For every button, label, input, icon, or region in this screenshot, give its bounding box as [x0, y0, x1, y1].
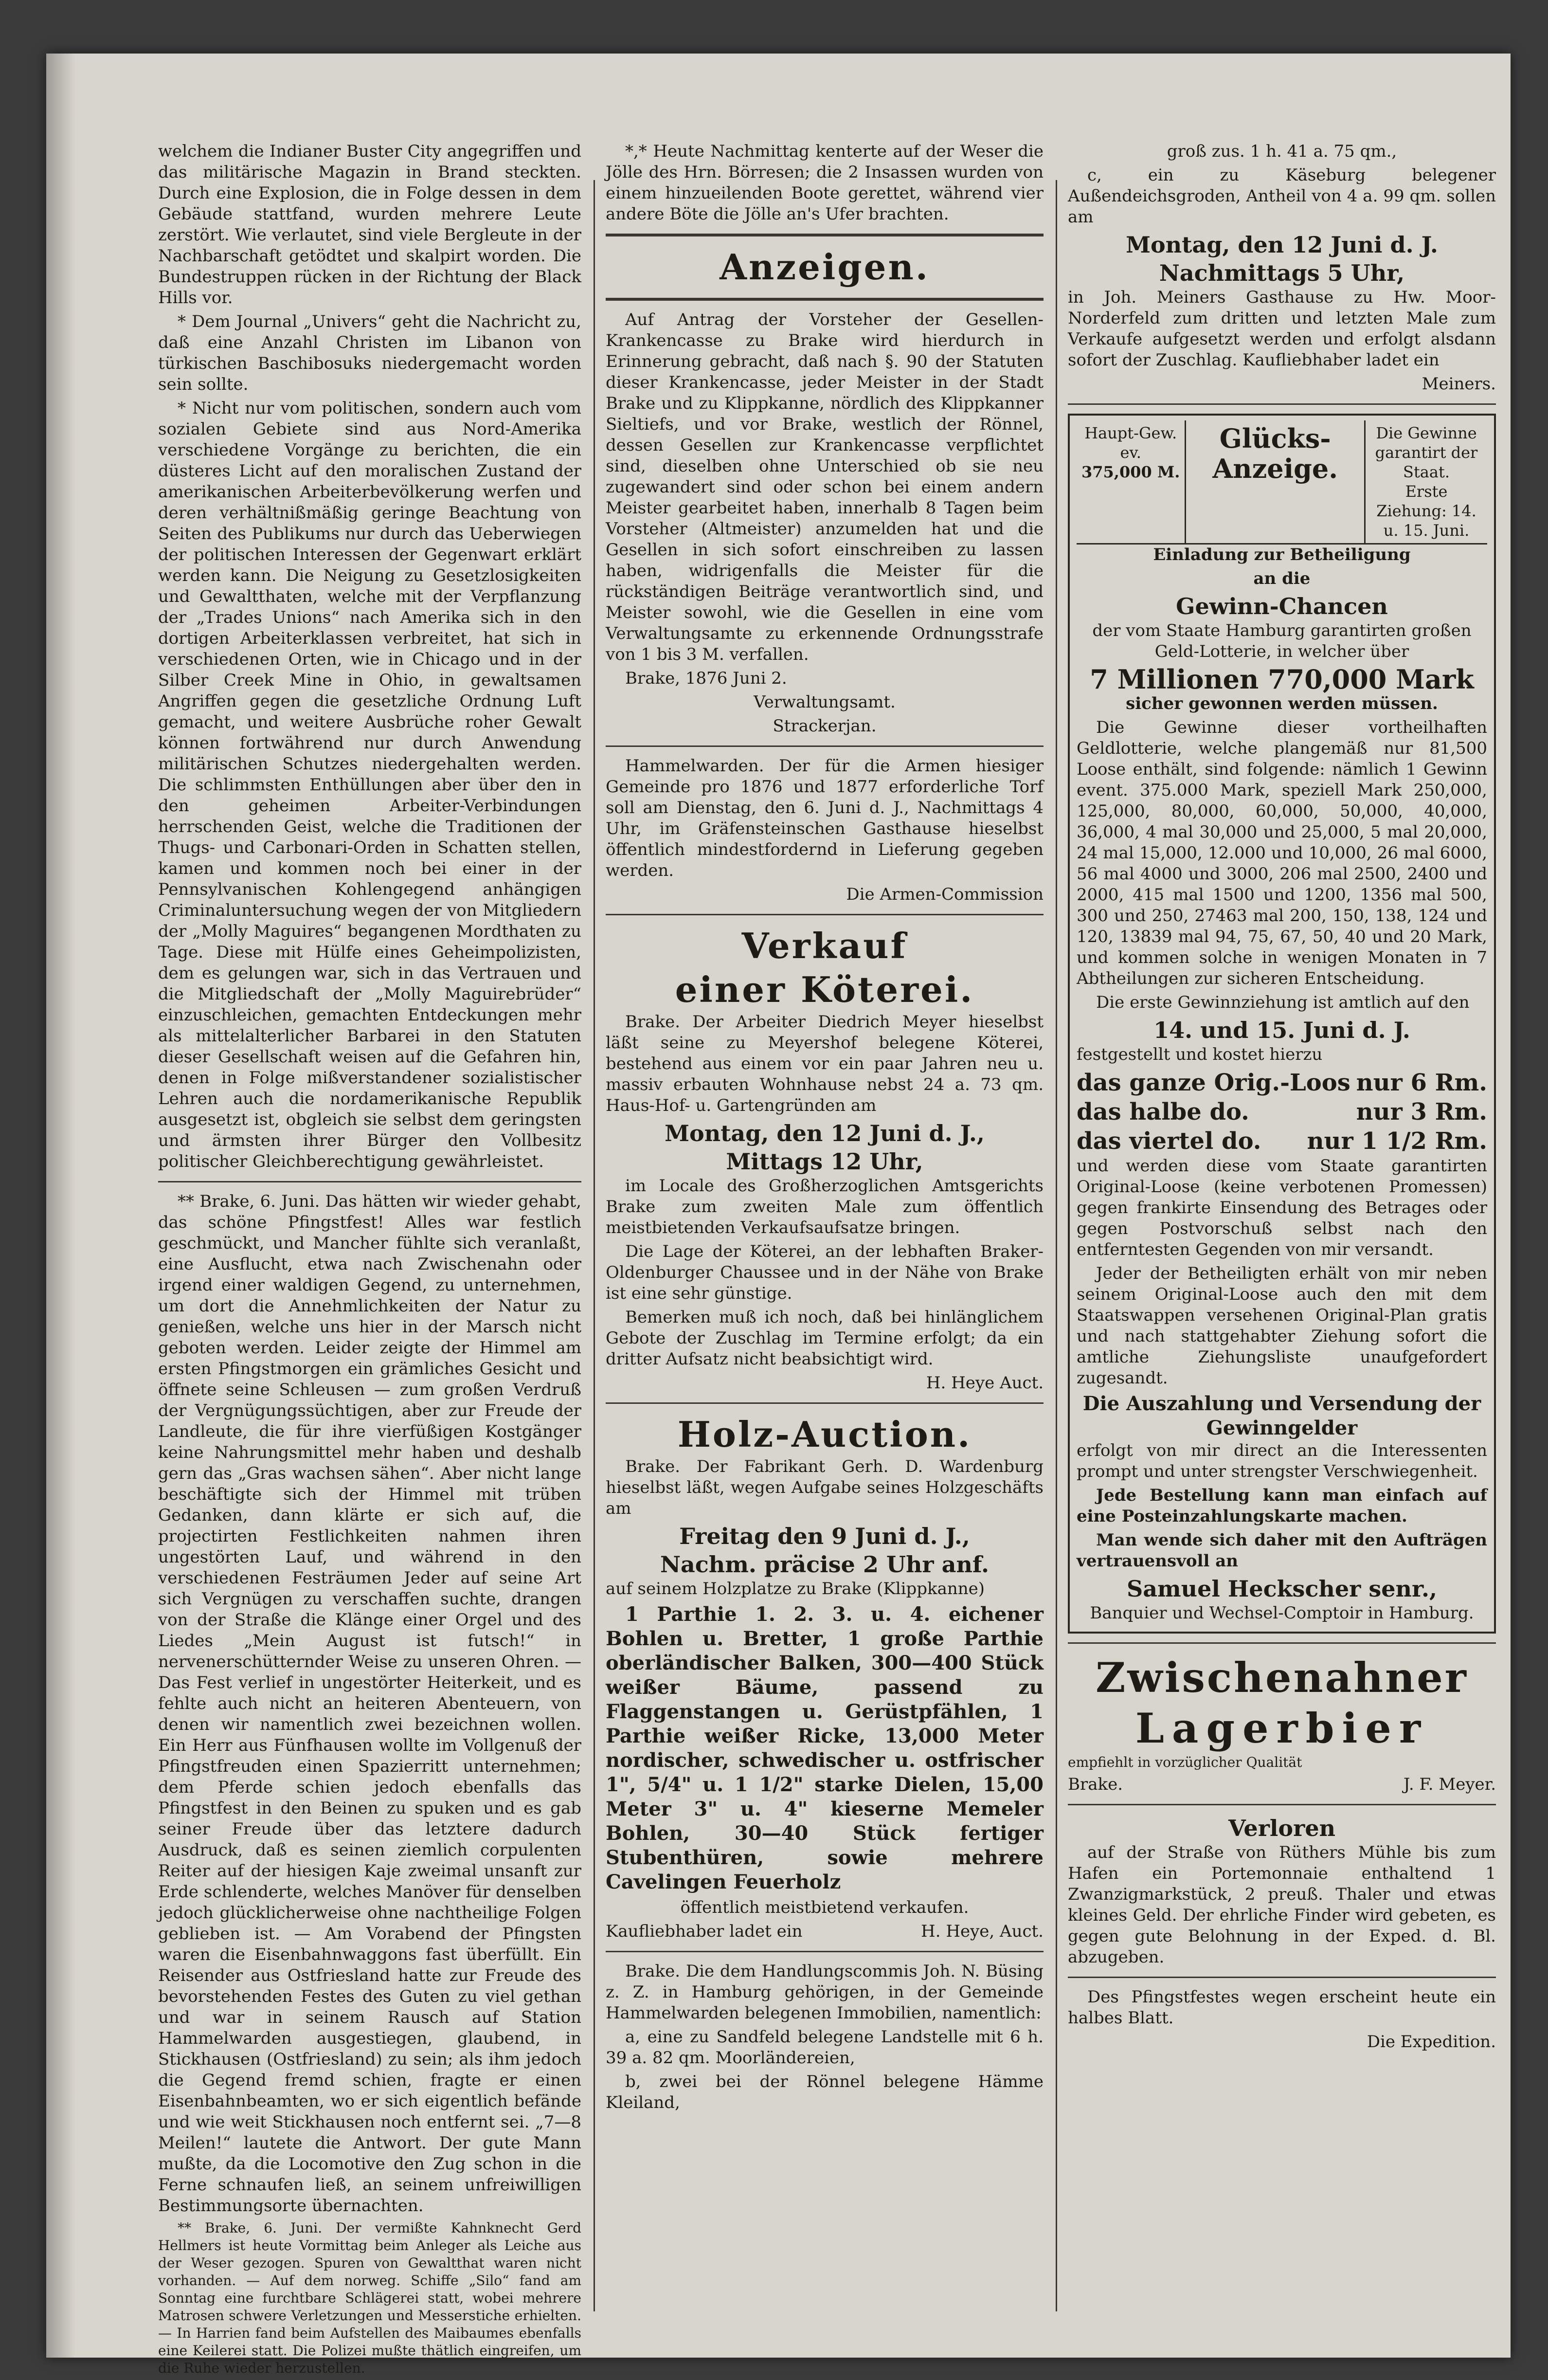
- lottery-header: [1077, 420, 1487, 545]
- ad-buesing-cont-3: in Joh. Meiners Gasthause zu Hw. Moor-Norderfeld zum dritten und letzten Male zum Verkaufe aufgesetzt werden und erfolgt alsdann sofort der Zuschlag. Kaufliebhaber ladet ein: [1068, 288, 1496, 370]
- lottery-invite-2: an die: [1253, 569, 1311, 588]
- holz-heading: Holz-Auction.: [677, 1414, 972, 1455]
- verloren-text: auf der Straße von Rüthers Mühle bis zum Hafen ein Portemonnaie enthaltend 1 Zwanzigmarkstück, 2 preuß. Thaler und etwas kleines Geld. Der ehrliche Finder wird gebeten, es gegen gute Belohnung in der Exped. d. Bl. abzugeben.: [1068, 1843, 1496, 1967]
- divider: [1068, 1642, 1496, 1644]
- lottery-text-6: und werden diese vom Staate garantirten Original-Loose (keine verbotenen Promessen) gegen frankirte Einsendung des Betrages oder gegen Postvorschuß selbst nach den entferntesten Gegenden von mir versandt.: [1077, 1156, 1487, 1259]
- divider: [606, 914, 1044, 915]
- lottery-main-prize-label: Haupt-Gew.: [1084, 424, 1177, 442]
- ad-buesing-b: b, zwei bei der Rönnel belegene Hämme Kleiland,: [606, 2072, 1044, 2112]
- price-value-half: nur 3 Rm.: [1356, 1098, 1487, 1126]
- ad-buesing-date: Montag, den 12 Juni d. J.: [1126, 232, 1438, 258]
- beer-signature: [1068, 1774, 1496, 1795]
- lottery-title: [1185, 420, 1366, 543]
- ad-verkauf-sig: H. Heye Auct.: [926, 1373, 1044, 1393]
- lottery-text-5: festgestellt und kostet hierzu: [1077, 1045, 1323, 1064]
- notice-joelle: *,* Heute Nachmittag kenterte auf der Weser die Jölle des Hrn. Börresen; die 2 Insassen wurden von einem hinzueilenden Boote gerettet, während vier andere Böte die Jölle an's Ufer brachten.: [606, 142, 1044, 224]
- ad-verkauf-time: Mittags 12 Uhr,: [726, 1148, 923, 1175]
- ad-buesing-sig: Meiners.: [1422, 374, 1496, 394]
- ad-buesing-a: a, eine zu Sandfeld belegene Landstelle mit 6 h. 39 a. 82 qm. Moorländereien,: [606, 2027, 1044, 2068]
- ad-buesing-time: Nachmittags 5 Uhr,: [1159, 260, 1405, 286]
- anzeigen-heading: Anzeigen.: [720, 246, 930, 288]
- divider: [606, 234, 1044, 236]
- lottery-text-7: Jeder der Betheiligten erhält von mir neben seinem Original-Loose auch den mit dem Staatswappen versehenen Original-Plan gratis und nach stattgehabter Ziehung sofort die amtliche Ziehungsliste unaufgefordert zugesandt.: [1077, 1264, 1487, 1388]
- article-indians: welchem die Indianer Buster City angegriffen und das militärische Magazin in Brand steckten. Durch eine Explosion, die in Folge dessen in dem Gebäude stattfand, wurden mehrere Leute zerstört. Wie verlautet, sind viele Bergleute in der Nachbarschaft getödtet und skalpirt worden. Die Bundestruppen rücken in der Richtung der Black Hills vor.: [158, 142, 581, 308]
- ad-holz-place: auf seinem Holzplatze zu Brake (Klippkanne): [606, 1579, 985, 1599]
- ad-verkauf-text4: Bemerken muß ich noch, daß bei hinlänglichem Gebote der Zuschlag im Termine erfolgt; da ein dritter Aufsatz nicht beabsichtigt wird.: [606, 1308, 1044, 1369]
- lottery-title-1: Glücks-: [1219, 423, 1331, 454]
- lottery-title-2: Anzeige.: [1212, 453, 1338, 484]
- ad-buesing-cont-2: c, ein zu Käseburg belegener Außendeichsgroden, Antheil von 4 a. 99 qm. sollen am: [1068, 165, 1496, 227]
- beer-place: Brake.: [1068, 1775, 1123, 1794]
- ad-verkauf-text3: Die Lage der Köterei, an der lebhaften Braker-Oldenburger Chaussee und in der Nähe von Brake ist eine sehr günstige.: [606, 1242, 1044, 1303]
- ad-krankencasse: Auf Antrag der Vorsteher der Gesellen-Krankencasse zu Brake wird hierdurch in Erinnerung gebracht, daß nach §. 90 der Statuten dieser Krankencasse, jeder Meister in der Stadt Brake und zu Klippkanne, nördlich des Klippkanner Sieltiefs, und vor Brake, westlich der Rönnel, dessen Gesellen zur Krankencasse verpflichtet sind, dieselben ohne Unterschied ob sie neu zugewandert sind oder schon bei einem andern Meister gearbeitet haben, innerhalb 8 Tagen beim Vorsteher (Altmeister) anzumelden hat und die Gesellen in sich sofort einschreiben zu lassen haben, widrigenfalls die Meister für die rückständigen Beiträge verantwortlich sind, und Meister sowohl, wie die Gesellen in eine vom Verwaltungsamte zu erkennende Ordnungsstrafe von 1 bis 3 M. verfallen.: [606, 310, 1044, 664]
- price-label-quarter: das viertel do.: [1077, 1127, 1261, 1155]
- ad-holz-sale: öffentlich meistbietend verkaufen.: [680, 1898, 969, 1917]
- price-value-whole: nur 6 Rm.: [1356, 1069, 1487, 1096]
- ad-hammelwarden: Hammelwarden. Der für die Armen hiesiger Gemeinde pro 1876 und 1877 erforderliche Torf soll am Dienstag, den 6. Juni d. J., Nachmittags 4 Uhr, im Gräfensteinschen Gasthause hieselbst öffentlich mindestfordernd in Lieferung gegeben werden.: [606, 756, 1044, 880]
- lottery-text-10: Jede Bestellung kann man einfach auf eine Posteinzahlungskarte machen.: [1077, 1486, 1487, 1526]
- beer-heading-1: Zwischenahner: [1096, 1653, 1468, 1702]
- price-label-whole: das ganze Orig.-Loos: [1077, 1069, 1350, 1096]
- lottery-header-left: [1077, 420, 1185, 543]
- divider: [1068, 1977, 1496, 1978]
- lottery-draw-date: 14. und 15. Juni d. J.: [1153, 1017, 1410, 1043]
- lottery-text-9: erfolgt von mir direct an die Interessenten prompt und unter strengster Verschwiegenheit.: [1077, 1441, 1487, 1481]
- divider: [606, 298, 1044, 301]
- ad-verkauf-text2: im Locale des Großherzoglichen Amtsgerichts Brake zum zweiten Male zum öffentlich meistbietenden Verkaufsaufsatze bringen.: [606, 1176, 1044, 1237]
- ad-krankencasse-sig2: Strackerjan.: [773, 716, 877, 736]
- beer-seller: J. F. Meyer.: [1403, 1775, 1496, 1794]
- price-value-quarter: nur 1 1/2 Rm.: [1307, 1127, 1487, 1155]
- ad-buesing-cont-1: groß zus. 1 h. 41 a. 75 qm.,: [1167, 142, 1397, 161]
- divider: [606, 1951, 1044, 1952]
- verloren-heading: Verloren: [1228, 1815, 1336, 1841]
- ad-holz-text: Brake. Der Fabrikant Gerh. D. Wardenburg hieselbst läßt, wegen Aufgabe seines Holzgeschäfts am: [606, 1457, 1044, 1518]
- ad-buesing: Brake. Die dem Handlungscommis Joh. N. Büsing z. Z. in Hamburg gehörigen, in der Gemeinde Hammelwarden belegenen Immobilien, namentlich:: [606, 1962, 1044, 2023]
- article-libanon: * Dem Journal „Univers“ geht die Nachricht zu, daß eine Anzahl Christen im Libanon von türkischen Baschibosuks niedergemacht worden sein sollte.: [158, 312, 581, 394]
- verkauf-heading-2: einer Köterei.: [675, 969, 974, 1010]
- price-label-half: das halbe do.: [1077, 1098, 1249, 1126]
- ad-hammelwarden-sig: Die Armen-Commission: [846, 885, 1044, 904]
- ad-holz-sig-right: H. Heye, Auct.: [921, 1922, 1044, 1941]
- column-2: [606, 141, 1044, 2116]
- column-1: [158, 141, 581, 2380]
- newspaper-page: [46, 54, 1511, 2376]
- column-3: [1068, 141, 1496, 2055]
- divider: [606, 1402, 1044, 1404]
- column-rule-2: [1056, 180, 1057, 2311]
- lottery-banker: Banquier und Wechsel-Comptoir in Hamburg.: [1090, 1603, 1474, 1623]
- lottery-price-row-2: [1077, 1097, 1487, 1126]
- divider: [158, 1181, 581, 1182]
- ad-holz-sig-left: Kaufliebhaber ladet ein: [606, 1922, 803, 1941]
- ad-holz-signature: [606, 1921, 1044, 1942]
- lottery-first-draw: Erste Ziehung: 14. u. 15. Juni.: [1376, 482, 1476, 540]
- lottery-text-1: der vom Staate Hamburg garantirten großen Geld-Lotterie, in welcher über: [1092, 621, 1472, 661]
- lottery-invite-3: Gewinn-Chancen: [1176, 593, 1388, 619]
- ad-krankencasse-sig1: Verwaltungsamt.: [754, 692, 896, 712]
- divider: [1068, 1804, 1496, 1805]
- beer-text: empfiehlt in vorzüglicher Qualität: [1068, 1754, 1302, 1770]
- lottery-text-4: Die erste Gewinnziehung ist amtlich auf den: [1096, 993, 1470, 1012]
- lottery-main-prize-ev: ev.: [1120, 443, 1141, 462]
- ad-holz-time: Nachm. präcise 2 Uhr anf.: [660, 1551, 990, 1578]
- divider: [1068, 403, 1496, 405]
- ad-verkauf-date: Montag, den 12 Juni d. J.,: [665, 1120, 985, 1146]
- beer-heading-2: Lagerbier: [1135, 1704, 1429, 1752]
- lottery-price-row-1: [1077, 1068, 1487, 1097]
- lottery-invite-1: Einladung zur Betheiligung: [1153, 545, 1411, 564]
- lottery-text-11: Man wende sich daher mit den Aufträgen vertrauensvoll an: [1077, 1530, 1487, 1571]
- article-north-america: * Nicht nur vom politischen, sondern auch vom sozialen Gebiete sind aus Nord-Amerika verschiedene Vorgänge zu berichten, die ein düsteres Licht auf den moralischen Zustand der amerikanischen Arbeiterbevölkerung werfen und deren verhältnißmäßig geringe Beachtung von Seiten des Publikums nur durch das Ueberwiegen der politischen Interessen der Gegenwart erklärt werden kann. Die Neigung zu Gesetzlosigkeiten und Gewaltthaten, welche mit der Verpflanzung der „Trades Unions“ nach Amerika sich in den dortigen Arbeiterklassen verbreitet, hat sich in verschiedenen Orten, wie in Chicago und in der Silber Creek Mine in Ohio, in gewaltsamen Angriffen gegen die gesetzliche Ordnung Luft gemacht, und weitere Ausbrüche roher Gewalt können fortwährend nur durch Anwendung militärischen Schutzes niedergehalten werden. Die schlimmsten Enthüllungen aber über den in den geheimen Arbeiter-Verbindungen herrschenden Geist, welche die Traditionen der Thugs- und Carbonari-Orden in Schatten stellen, kamen und kommen noch bei einer in der Pennsylvanischen Kohlengegend anhängigen Criminaluntersuchung wegen der von Mitgliedern der „Molly Maguires“ begangenen Mordthaten zu Tage. Diese mit Hülfe eines Geheimpolizisten, dem es gelungen war, sich in das Vertrauen und die Mitgliedschaft der „Molly Maguirebrüder“ einzuschleichen, gemachten Entdeckungen mehr als mittelalterlicher Barbarei in den Statuten dieser Gesellschaft weisen auf die Gefahren hin, denen in Folge mißverstandener sozialistischer Lehren auch die nordamerikanische Republik ausgesetzt ist, obgleich sie selbst dem geringsten und ärmsten ihrer Bürger den Vollbesitz politischer Gleichberechtigung gewährleistet.: [158, 399, 581, 1171]
- lottery-ad: [1068, 414, 1496, 1634]
- ad-verkauf-text: Brake. Der Arbeiter Diedrich Meyer hieselbst läßt seine zu Meyershof belegene Köterei, bestehend aus einem vor ein paar Jahren neu u. massiv erbauten Wohnhause nebst 24 a. 73 qm. Haus-Hof- u. Gartengründen am: [606, 1012, 1044, 1115]
- lottery-big-amount: 7 Millionen 770,000 Mark: [1090, 664, 1474, 695]
- column-rule-1: [594, 180, 595, 2311]
- verkauf-heading-1: Verkauf: [741, 925, 908, 966]
- lottery-text-8: Die Auszahlung und Versendung der Gewinngelder: [1082, 1392, 1481, 1439]
- divider: [606, 745, 1044, 747]
- lottery-header-right: [1366, 420, 1487, 543]
- lottery-text-3: Die Gewinne dieser vortheilhaften Geldlotterie, welche plangemäß nur 81,500 Loose enthält, sind folgende: nämlich 1 Gewinn event. 375.000 Mark, speziell Mark 250,000, 125,000, 80,000, 60,000, 50,000, 40,000, 36,000, 4 mal 30,000 und 25,000, 5 mal 20,000, 24 mal 15,000, 12.000 und 10,000, 26 mal 6000, 56 mal 4000 und 3000, 206 mal 2500, 2400 und 2000, 415 mal 1500 und 1200, 1356 mal 500, 300 und 250, 27463 mal 200, 150, 138, 124 und 120, 13839 mal 94, 75, 67, 50, 40 und 20 Mark, und kommen solche in wenigen Monaten in 7 Abtheilungen zur sicheren Entscheidung.: [1077, 718, 1487, 988]
- closing-note: Des Pfingstfestes wegen erscheint heute ein halbes Blatt.: [1068, 1987, 1496, 2028]
- lottery-banker-name: Samuel Heckscher senr.,: [1126, 1576, 1438, 1602]
- closing-signature: Die Expedition.: [1367, 2032, 1496, 2052]
- ad-holz-items: 1 Parthie 1. 2. 3. u. 4. eichener Bohlen u. Bretter, 1 große Parthie oberländischer Balken, 300—400 Stück weißer Bäume, passend zu Flaggenstangen u. Gerüstpfählen, 1 Parthie weißer Ricke, 13,000 Meter nordischer, schwedischer u. ostfrischer 1", 5/4" u. 1 1/2" starke Dielen, 15,00 Meter 3" u. 4" kieserne Memeler Bohlen, 30—40 Stück fertiger Stubenthüren, sowie mehrere Cavelingen Feuerholz: [606, 1603, 1044, 1893]
- article-brake-news: ** Brake, 6. Juni. Der vermißte Kahnknecht Gerd Hellmers ist heute Vormittag beim Anleger als Leiche aus der Weser gezogen. Spuren von Gewaltthat waren nicht vorhanden. — Auf dem norweg. Schiffe „Silo“ fand am Sonntag eine furchtbare Schlägerei statt, wobei mehrere Matrosen schwere Verletzungen und Messerstiche erhielten. — In Harrien fand beim Aufstellen des Maibaumes ebenfalls eine Keilerei statt. Die Polizei mußte thätlich eingreifen, um die Ruhe wieder herzustellen.: [158, 2220, 581, 2376]
- page-fold-shadow: [46, 54, 75, 2358]
- ad-holz-date: Freitag den 9 Juni d. J.,: [679, 1523, 970, 1549]
- lottery-price-row-3: [1077, 1126, 1487, 1156]
- article-brake-pfingsten: ** Brake, 6. Juni. Das hätten wir wieder gehabt, das schöne Pfingstfest! Alles war festlich geschmückt, und Mancher fühlte sich veranlaßt, eine Ausflucht, etwa nach Zwischenahn oder irgend einer waldigen Gegend, zu unternehmen, um dort die Annehmlichkeiten der Natur zu genießen, welche uns hier in der Marsch nicht geboten werden. Leider zeigte der Himmel am ersten Pfingstmorgen ein grämliches Gesicht und öffnete seine Schleusen — zum großen Verdruß der Vergnügungssüchtigen, aber zur Freude der Landleute, die für ihre vierfüßigen Kostgänger keine Nahrungsmittel mehr haben und deshalb gern das „Gras wachsen sähen“. Aber nicht lange beschäftigte sich der Himmel mit trüben Gedanken, dann klärte er sich auf, die projectirten Festlichkeiten nahmen ihren ungestörten Lauf, und während in den verschiedenen Festräumen Jeder auf seine Art sich Vergnügen zu verschaffen suchte, drangen von der Straße die Klänge einer Orgel und des Liedes „Mein August ist futsch!“ in nervenerschütternder Weise zu unseren Ohren. — Das Fest verlief in ungestörter Heiterkeit, und es fehlte auch nicht an heiteren Abenteuern, von denen wir namentlich zwei bezeichnen wollen. Ein Herr aus Fünfhausen wollte im Vollgenuß der Pfingstfreuden einen Spazierritt unternehmen; dem Pferde schien jedoch ebenfalls das Pfingstfest in den Beinen zu spuken und es gab seiner Freude über das letztere dadurch Ausdruck, daß es seinen ziemlich corpulenten Reiter auf der hiesigen Kaje zweimal unsanft zur Erde schlenderte, welches Manöver für denselben jedoch glücklicherweise ohne nachtheilige Folgen geblieben ist. — Am Vorabend der Pfingsten waren die Eisenbahnwaggons fast überfüllt. Ein Reisender aus Ostfriesland hatte zur Freude des bevorstehenden Festes des Guten zu viel gethan und war in seinem Rausch auf Station Hammelwarden ausgestiegen, glaubend, in Stickhausen (Ostfriesland) zu sein; als ihm jedoch die Gegend fremd schien, fragte er einen Eisenbahnbeamten, wo er sich eigentlich befände und wie weit Stickhausen noch entfernt sei. „7—8 Meilen!“ lautete die Antwort. Der gute Mann mußte, da die Locomotive den Zug schon in die Ferne schnaufen ließ, an seinem unfreiwilligen Bestimmungsorte übernachten.: [158, 1192, 581, 2216]
- lottery-guarantee: Die Gewinne garantirt der Staat.: [1375, 424, 1478, 481]
- lottery-text-2: sicher gewonnen werden müssen.: [1126, 694, 1438, 713]
- ad-krankencasse-date: Brake, 1876 Juni 2.: [625, 669, 787, 688]
- lottery-main-prize-value: 375,000 M.: [1081, 463, 1180, 481]
